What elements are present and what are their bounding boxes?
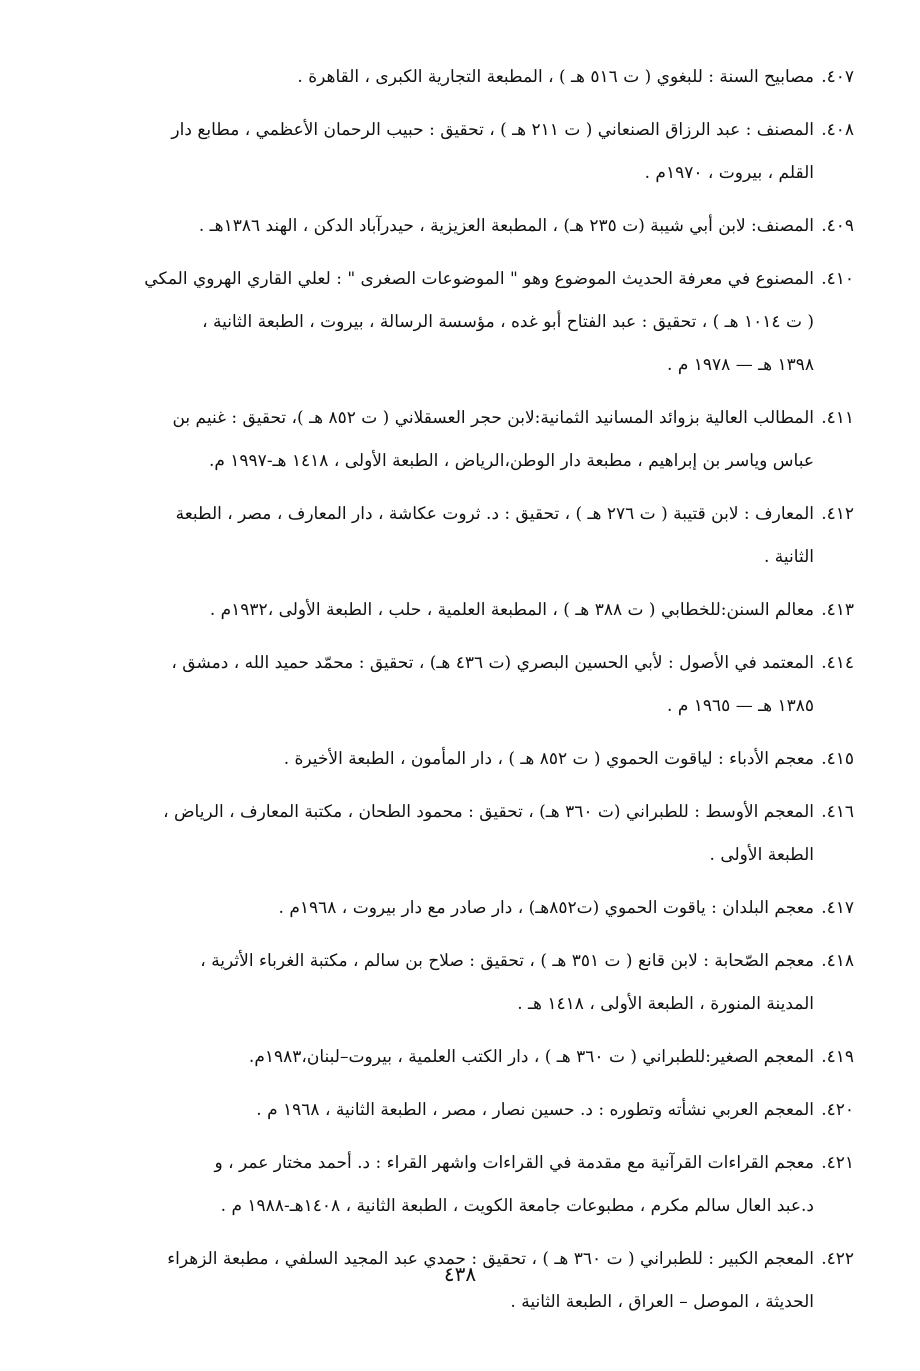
bibliography-entry [80, 205, 854, 248]
bibliography-page [80, 56, 854, 1334]
entry-text: معجم القراءات القرآنية مع مقدمة في القراءات واشهر القراء : د. أحمد مختار عمر ، و [214, 1153, 814, 1173]
bibliography-entry [80, 258, 854, 387]
entry-text: المصنف: لابن أبي شيبة (ت ٢٣٥ هـ) ، المطبعة العزيزية ، حيدرآباد الدكن ، الهند ١٣٨٦هـ . [198, 216, 814, 236]
entry-text: معجم الصّحابة : لابن قانع ( ت ٣٥١ هـ ) ، تحقيق : صلاح بن سالم ، مكتبة الغرباء الأثرية ، [200, 951, 814, 971]
entry-number: ٤١١. [821, 408, 854, 428]
entry-text: المعجم الكبير : للطبراني ( ت ٣٦٠ هـ ) ، تحقيق : حمدي عبد المجيد السلفي ، مطبعة الزهراء [167, 1249, 814, 1269]
bibliography-entry [80, 397, 854, 483]
entry-text: مصابيح السنة : للبغوي ( ت ٥١٦ هـ ) ، المطبعة التجارية الكبرى ، القاهرة . [297, 67, 814, 87]
entry-number: ٤١٤. [821, 653, 854, 673]
entry-number: ٤١٣. [821, 600, 854, 620]
bibliography-entry [80, 791, 854, 877]
entry-continuation: المدينة المنورة ، الطبعة الأولى ، ١٤١٨ هـ . [517, 994, 814, 1014]
entry-number: ٤١٨. [821, 951, 854, 971]
entry-continuation: د.عبد العال سالم مكرم ، مطبوعات جامعة الكويت ، الطبعة الثانية ، ١٤٠٨هـ-١٩٨٨ م . [220, 1196, 814, 1216]
entry-text: المصنوع في معرفة الحديث الموضوع وهو " الموضوعات الصغرى " : لعلي القاري الهروي المكي [144, 269, 814, 289]
entry-number: ٤١٦. [821, 802, 854, 822]
bibliography-entry [80, 738, 854, 781]
entry-number: ٤١٩. [821, 1047, 854, 1067]
entry-text: المعجم الصغير:للطبراني ( ت ٣٦٠ هـ ) ، دار الكتب العلمية ، بيروت–لبنان،١٩٨٣م. [248, 1047, 814, 1067]
entry-text: معالم السنن:للخطابي ( ت ٣٨٨ هـ ) ، المطبعة العلمية ، حلب ، الطبعة الأولى ،١٩٣٢م . [209, 600, 814, 620]
entry-continuation: ١٣٩٨ هـ — ١٩٧٨ م . [667, 355, 814, 375]
entry-continuation: الحديثة ، الموصل – العراق ، الطبعة الثانية . [510, 1292, 814, 1312]
entry-text: معجم البلدان : ياقوت الحموي (ت٨٥٢هـ) ، دار صادر مع دار بيروت ، ١٩٦٨م . [278, 898, 814, 918]
bibliography-entry [80, 940, 854, 1026]
entry-continuation: الثانية . [764, 547, 814, 567]
bibliography-entry [80, 1142, 854, 1228]
bibliography-entry [80, 642, 854, 728]
entry-number: ٤١٥. [821, 749, 854, 769]
bibliography-entry [80, 56, 854, 99]
page-number: ٤٣٨ [443, 1262, 477, 1286]
entry-number: ٤٢١. [821, 1153, 854, 1173]
entry-text: المطالب العالية بزوائد المسانيد الثمانية:لابن حجر العسقلاني ( ت ٨٥٢ هـ )، تحقيق : غنيم بن [172, 408, 814, 428]
bibliography-entry [80, 589, 854, 632]
entry-text: المصنف : عبد الرزاق الصنعاني ( ت ٢١١ هـ ) ، تحقيق : حبيب الرحمان الأعظمي ، مطابع دار [171, 120, 814, 140]
entry-number: ٤٢٠. [821, 1100, 854, 1120]
entry-number: ٤٠٧. [821, 67, 854, 87]
entry-continuation: ( ت ١٠١٤ هـ ) ، تحقيق : عبد الفتاح أبو غده ، مؤسسة الرسالة ، بيروت ، الطبعة الثانية ، [202, 312, 814, 332]
entry-number: ٤١٢. [821, 504, 854, 524]
entry-continuation: ١٣٨٥ هـ — ١٩٦٥ م . [667, 696, 814, 716]
bibliography-entry [80, 1036, 854, 1079]
entry-number: ٤٢٢. [821, 1249, 854, 1269]
entry-number: ٤٠٨. [821, 120, 854, 140]
entry-text: معجم الأدباء : لياقوت الحموي ( ت ٨٥٢ هـ ) ، دار المأمون ، الطبعة الأخيرة . [283, 749, 814, 769]
entry-text: المعجم العربي نشأته وتطوره : د. حسين نصار ، مصر ، الطبعة الثانية ، ١٩٦٨ م . [256, 1100, 814, 1120]
entry-text: المعجم الأوسط : للطبراني (ت ٣٦٠ هـ) ، تحقيق : محمود الطحان ، مكتبة المعارف ، الرياض ، [163, 802, 814, 822]
entry-number: ٤١٠. [821, 269, 854, 289]
bibliography-entry [80, 493, 854, 579]
entry-continuation: الطبعة الأولى . [709, 845, 814, 865]
bibliography-entry [80, 887, 854, 930]
entry-text: المعارف : لابن قتيبة ( ت ٢٧٦ هـ ) ، تحقيق : د. ثروت عكاشة ، دار المعارف ، مصر ، الطبعة [175, 504, 814, 524]
entry-number: ٤١٧. [821, 898, 854, 918]
entry-continuation: القلم ، بيروت ، ١٩٧٠م . [644, 163, 814, 183]
entry-number: ٤٠٩. [821, 216, 854, 236]
bibliography-entry [80, 109, 854, 195]
entry-text: المعتمد في الأصول : لأبي الحسين البصري (ت ٤٣٦ هـ) ، تحقيق : محمّد حميد الله ، دمشق ، [171, 653, 814, 673]
entry-continuation: عباس وياسر بن إبراهيم ، مطبعة دار الوطن،الرياض ، الطبعة الأولى ، ١٤١٨ هـ-١٩٩٧ م. [208, 451, 814, 471]
bibliography-entry [80, 1089, 854, 1132]
